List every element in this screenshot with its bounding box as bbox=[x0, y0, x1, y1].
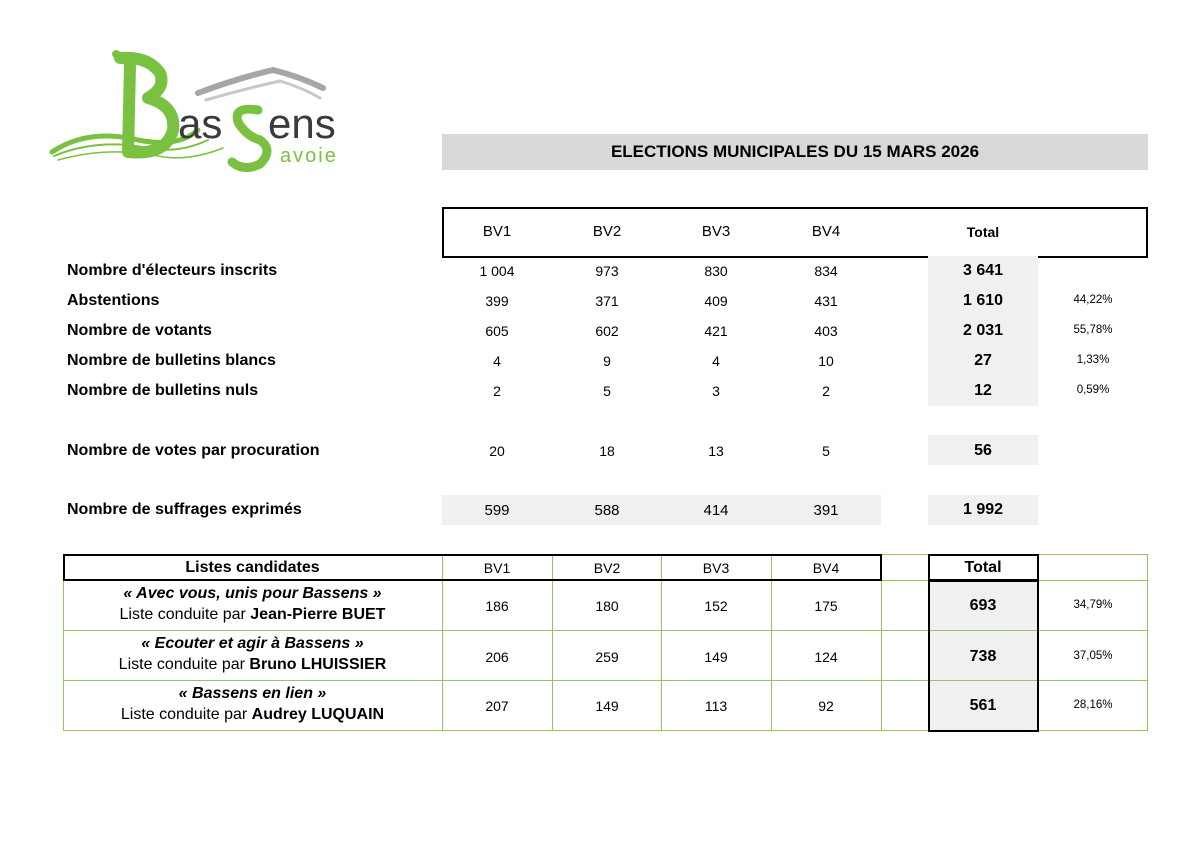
cand1-total: 693 bbox=[969, 597, 997, 614]
cand-header-bv1: BV1 bbox=[483, 560, 511, 576]
candidate-led-prefix: Liste conduite par bbox=[118, 656, 250, 673]
blancs-bv2: 9 bbox=[603, 353, 611, 369]
svg-text:ens: ens bbox=[268, 100, 336, 147]
cand3-bv4: 92 bbox=[818, 698, 834, 714]
abstentions-pct: 44,22% bbox=[1073, 294, 1113, 306]
candidate-list-title: « Bassens en lien » bbox=[178, 685, 327, 702]
abstentions-bv1: 399 bbox=[485, 293, 509, 309]
blancs-pct: 1,33% bbox=[1076, 354, 1110, 366]
procuration-bv1: 20 bbox=[489, 443, 505, 459]
blancs-bv4: 10 bbox=[818, 353, 834, 369]
row-label-votants: Nombre de votants bbox=[67, 322, 212, 339]
header-total: Total bbox=[966, 224, 1000, 240]
candidate-leader: Audrey LUQUAIN bbox=[251, 706, 385, 723]
cand2-bv1: 206 bbox=[485, 649, 509, 665]
grid-line bbox=[1147, 554, 1148, 731]
cand2-pct: 37,05% bbox=[1073, 650, 1113, 662]
exprimes-bv3: 414 bbox=[703, 502, 729, 519]
row-label-inscrits: Nombre d'électeurs inscrits bbox=[67, 262, 278, 279]
cand1-bv2: 180 bbox=[595, 598, 619, 614]
row-label-blancs: Nombre de bulletins blancs bbox=[67, 352, 276, 369]
cand-header-total: Total bbox=[964, 559, 1002, 576]
svg-text:avoie: avoie bbox=[280, 145, 338, 167]
abstentions-bv3: 409 bbox=[704, 293, 728, 309]
votants-bv2: 602 bbox=[595, 323, 619, 339]
row-label-nuls: Nombre de bulletins nuls bbox=[67, 382, 259, 399]
exprimes-bv4: 391 bbox=[813, 502, 839, 519]
cand3-bv2: 149 bbox=[595, 698, 619, 714]
bassens-savoie-logo bbox=[48, 48, 390, 178]
cand1-bv3: 152 bbox=[704, 598, 728, 614]
cand-header-bv4: BV4 bbox=[812, 560, 840, 576]
abstentions-bv2: 371 bbox=[595, 293, 619, 309]
cand1-pct: 34,79% bbox=[1073, 599, 1113, 611]
procuration-total: 56 bbox=[974, 442, 992, 459]
candidate-leader: Bruno LHUISSIER bbox=[249, 656, 387, 673]
row-label-exprimes: Nombre de suffrages exprimés bbox=[67, 501, 302, 518]
cand3-bv1: 207 bbox=[485, 698, 509, 714]
votants-bv3: 421 bbox=[704, 323, 728, 339]
procuration-bv2: 18 bbox=[599, 443, 615, 459]
cand-header-bv3: BV3 bbox=[702, 560, 730, 576]
candidate-led-prefix: Liste conduite par bbox=[119, 606, 251, 623]
candidate-led-prefix: Liste conduite par bbox=[120, 706, 252, 723]
candidate-list-1 bbox=[63, 584, 442, 626]
cand3-total: 561 bbox=[969, 697, 997, 714]
candidate-list-3 bbox=[63, 684, 442, 726]
exprimes-total: 1 992 bbox=[962, 501, 1004, 518]
votants-pct: 55,78% bbox=[1073, 324, 1113, 336]
nuls-bv3: 3 bbox=[712, 383, 720, 399]
candidate-leader: Jean-Pierre BUET bbox=[250, 606, 386, 623]
nuls-bv1: 2 bbox=[493, 383, 501, 399]
exprimes-bv1: 599 bbox=[484, 502, 510, 519]
votants-bv4: 403 bbox=[814, 323, 838, 339]
candidate-list-title: « Ecouter et agir à Bassens » bbox=[141, 635, 364, 652]
cand2-bv2: 259 bbox=[595, 649, 619, 665]
header-bv4: BV4 bbox=[811, 223, 841, 240]
nuls-pct: 0,59% bbox=[1076, 384, 1110, 396]
cand-header-bv2: BV2 bbox=[593, 560, 621, 576]
blancs-bv3: 4 bbox=[712, 353, 720, 369]
blancs-total: 27 bbox=[974, 352, 992, 369]
nuls-bv2: 5 bbox=[603, 383, 611, 399]
exprimes-bv2: 588 bbox=[594, 502, 620, 519]
abstentions-total: 1 610 bbox=[962, 292, 1004, 309]
logo-text: as bbox=[178, 100, 223, 147]
cand2-total: 738 bbox=[969, 648, 997, 665]
inscrits-bv3: 830 bbox=[704, 263, 728, 279]
inscrits-bv1: 1 004 bbox=[479, 263, 515, 279]
header-bv3: BV3 bbox=[701, 223, 731, 240]
abstentions-bv4: 431 bbox=[814, 293, 838, 309]
candidates-header-label: Listes candidates bbox=[185, 559, 320, 576]
nuls-bv4: 2 bbox=[822, 383, 830, 399]
votants-bv1: 605 bbox=[485, 323, 509, 339]
cand1-bv4: 175 bbox=[814, 598, 838, 614]
header-bv1: BV1 bbox=[482, 223, 512, 240]
header-bv2: BV2 bbox=[592, 223, 622, 240]
candidate-list-title: « Avec vous, unis pour Bassens » bbox=[123, 585, 382, 602]
inscrits-bv4: 834 bbox=[814, 263, 838, 279]
cand3-pct: 28,16% bbox=[1073, 699, 1113, 711]
page-title: ELECTIONS MUNICIPALES DU 15 MARS 2026 bbox=[442, 134, 1148, 170]
procuration-bv3: 13 bbox=[708, 443, 724, 459]
cand2-bv4: 124 bbox=[814, 649, 838, 665]
inscrits-total: 3 641 bbox=[962, 262, 1004, 279]
row-label-procuration: Nombre de votes par procuration bbox=[67, 442, 320, 459]
blancs-bv1: 4 bbox=[493, 353, 501, 369]
candidate-list-2 bbox=[63, 634, 442, 676]
procuration-bv4: 5 bbox=[822, 443, 830, 459]
votants-total: 2 031 bbox=[962, 322, 1004, 339]
nuls-total: 12 bbox=[974, 382, 992, 399]
cand3-bv3: 113 bbox=[704, 698, 728, 714]
cand2-bv3: 149 bbox=[704, 649, 728, 665]
cand1-bv1: 186 bbox=[485, 598, 509, 614]
row-label-abstentions: Abstentions bbox=[67, 292, 160, 309]
inscrits-bv2: 973 bbox=[595, 263, 619, 279]
